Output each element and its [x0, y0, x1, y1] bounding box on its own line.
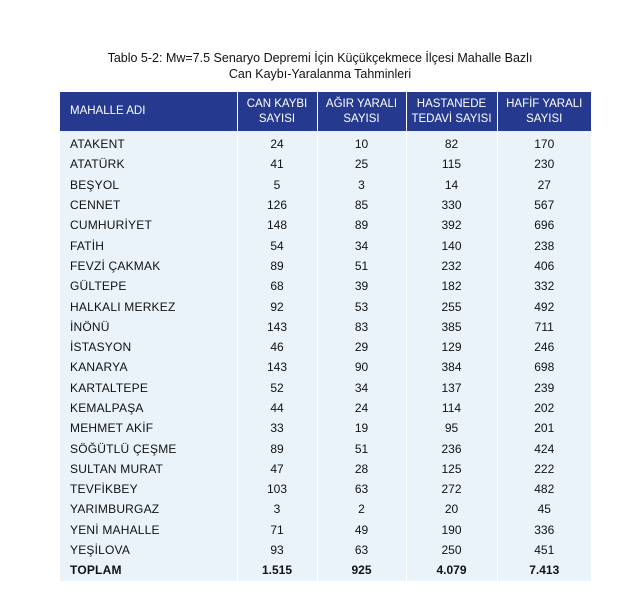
table-cell: 250	[406, 540, 497, 560]
table-cell: 148	[237, 215, 317, 235]
table-cell: 45	[497, 499, 591, 519]
table-row	[60, 357, 591, 377]
column-header-line: HAFİF YARALI	[506, 97, 583, 110]
table-cell: 47	[237, 459, 317, 479]
table-row	[60, 520, 591, 540]
table-cell: 19	[317, 418, 406, 438]
neighborhood-name: SÖĞÜTLÜ ÇEŞME	[60, 438, 237, 458]
table-cell: 68	[237, 276, 317, 296]
table-row	[60, 499, 591, 519]
caption-line-2: Can Kaybı-Yaralanma Tahminleri	[228, 67, 412, 81]
table-cell: 246	[497, 337, 591, 357]
neighborhood-name: CENNET	[60, 195, 237, 215]
neighborhood-name: HALKALI MERKEZ	[60, 296, 237, 316]
table-cell: 170	[497, 131, 591, 154]
table-row	[60, 337, 591, 357]
table-cell: 202	[497, 398, 591, 418]
table-row	[60, 398, 591, 418]
table-cell: 92	[237, 296, 317, 316]
table-cell: 20	[406, 499, 497, 519]
table-cell: 95	[406, 418, 497, 438]
table-row	[60, 296, 591, 316]
table-cell: 567	[497, 195, 591, 215]
total-row	[60, 560, 591, 580]
table-row	[60, 195, 591, 215]
table-cell: 2	[317, 499, 406, 519]
table-cell: 129	[406, 337, 497, 357]
column-header-line: AĞIR YARALI	[325, 97, 398, 110]
column-header	[406, 92, 497, 131]
table-row	[60, 276, 591, 296]
table-cell: 115	[406, 154, 497, 174]
table-row	[60, 378, 591, 398]
table-cell: 7.413	[497, 560, 591, 580]
table-row	[60, 175, 591, 195]
table-cell: 24	[237, 131, 317, 154]
table-cell: 238	[497, 235, 591, 255]
table-cell: 1.515	[237, 560, 317, 580]
neighborhood-name: FEVZİ ÇAKMAK	[60, 256, 237, 276]
table-cell: 236	[406, 438, 497, 458]
table-cell: 232	[406, 256, 497, 276]
table-cell: 44	[237, 398, 317, 418]
table-cell: 85	[317, 195, 406, 215]
table-cell: 925	[317, 560, 406, 580]
table-cell: 222	[497, 459, 591, 479]
table-row	[60, 215, 591, 235]
table-cell: 89	[237, 438, 317, 458]
column-header	[237, 92, 317, 131]
table-cell: 34	[317, 235, 406, 255]
neighborhood-name: KEMALPAŞA	[60, 398, 237, 418]
table-cell: 451	[497, 540, 591, 560]
table-row	[60, 479, 591, 499]
table-row	[60, 438, 591, 458]
table-cell: 190	[406, 520, 497, 540]
table-cell: 83	[317, 317, 406, 337]
neighborhood-name: İSTASYON	[60, 337, 237, 357]
table-cell: 4.079	[406, 560, 497, 580]
table-cell: 25	[317, 154, 406, 174]
column-header-line: SAYISI	[343, 112, 380, 125]
table-cell: 89	[317, 215, 406, 235]
column-header	[497, 92, 591, 131]
table-cell: 41	[237, 154, 317, 174]
table-cell: 53	[317, 296, 406, 316]
caption-line-1: Tablo 5-2: Mw=7.5 Senaryo Depremi İçin Küçükçekmece İlçesi Mahalle Bazlı	[107, 51, 533, 65]
table-cell: 696	[497, 215, 591, 235]
header-row	[60, 92, 591, 131]
table-row	[60, 317, 591, 337]
table-cell: 46	[237, 337, 317, 357]
table-cell: 51	[317, 256, 406, 276]
table-cell: 424	[497, 438, 591, 458]
table-cell: 125	[406, 459, 497, 479]
table-cell: 71	[237, 520, 317, 540]
table-cell: 39	[317, 276, 406, 296]
neighborhood-name: TOPLAM	[60, 560, 237, 580]
table-cell: 90	[317, 357, 406, 377]
table-cell: 336	[497, 520, 591, 540]
neighborhood-name: ATAKENT	[60, 131, 237, 154]
table-cell: 201	[497, 418, 591, 438]
table-cell: 137	[406, 378, 497, 398]
table-cell: 10	[317, 131, 406, 154]
table-cell: 3	[317, 175, 406, 195]
table-cell: 239	[497, 378, 591, 398]
neighborhood-name: YEŞİLOVA	[60, 540, 237, 560]
table-row	[60, 418, 591, 438]
neighborhood-name: YARIMBURGAZ	[60, 499, 237, 519]
column-header-line: CAN KAYBI	[246, 97, 308, 110]
table-cell: 143	[237, 317, 317, 337]
table-row	[60, 154, 591, 174]
column-header-line: SAYISI	[258, 112, 296, 125]
table-cell: 103	[237, 479, 317, 499]
neighborhood-name: KANARYA	[60, 357, 237, 377]
neighborhood-name: SULTAN MURAT	[60, 459, 237, 479]
table-cell: 272	[406, 479, 497, 499]
table-cell: 54	[237, 235, 317, 255]
table-body	[60, 131, 591, 581]
table-cell: 29	[317, 337, 406, 357]
neighborhood-name: ATATÜRK	[60, 154, 237, 174]
table-cell: 384	[406, 357, 497, 377]
table-cell: 711	[497, 317, 591, 337]
table-cell: 255	[406, 296, 497, 316]
column-header-line: HASTANEDE	[416, 97, 487, 110]
table-cell: 24	[317, 398, 406, 418]
table-cell: 89	[237, 256, 317, 276]
table-cell: 34	[317, 378, 406, 398]
table-cell: 14	[406, 175, 497, 195]
table-cell: 63	[317, 479, 406, 499]
table-cell: 126	[237, 195, 317, 215]
table-cell: 93	[237, 540, 317, 560]
column-header-line: MAHALLE ADI	[70, 105, 146, 117]
table-cell: 5	[237, 175, 317, 195]
table-cell: 230	[497, 154, 591, 174]
table-cell: 492	[497, 296, 591, 316]
table-cell: 332	[497, 276, 591, 296]
column-header-line: SAYISI	[526, 112, 563, 125]
neighborhood-name: GÜLTEPE	[60, 276, 237, 296]
table-cell: 182	[406, 276, 497, 296]
neighborhood-name: MEHMET AKİF	[60, 418, 237, 438]
table-cell: 406	[497, 256, 591, 276]
neighborhood-name: YENİ MAHALLE	[60, 520, 237, 540]
neighborhood-name: İNÖNÜ	[60, 317, 237, 337]
table-cell: 698	[497, 357, 591, 377]
table-row	[60, 459, 591, 479]
table-cell: 27	[497, 175, 591, 195]
neighborhood-name: CUMHURİYET	[60, 215, 237, 235]
table-cell: 114	[406, 398, 497, 418]
table-cell: 330	[406, 195, 497, 215]
table-cell: 392	[406, 215, 497, 235]
table-cell: 82	[406, 131, 497, 154]
neighborhood-name: BEŞYOL	[60, 175, 237, 195]
neighborhood-name: FATİH	[60, 235, 237, 255]
table-cell: 482	[497, 479, 591, 499]
column-header-line: TEDAVİ SAYISI	[411, 112, 492, 125]
table-cell: 28	[317, 459, 406, 479]
table-cell: 63	[317, 540, 406, 560]
table-cell: 33	[237, 418, 317, 438]
table-cell: 143	[237, 357, 317, 377]
table-row	[60, 256, 591, 276]
table-cell: 49	[317, 520, 406, 540]
table-cell: 3	[237, 499, 317, 519]
table-cell: 140	[406, 235, 497, 255]
table-row	[60, 131, 591, 154]
table-row	[60, 540, 591, 560]
casualty-table	[60, 92, 591, 581]
neighborhood-name: TEVFİKBEY	[60, 479, 237, 499]
neighborhood-name: KARTALTEPE	[60, 378, 237, 398]
table-cell: 52	[237, 378, 317, 398]
column-header	[60, 92, 237, 131]
table-caption	[40, 50, 600, 82]
table-cell: 51	[317, 438, 406, 458]
table-row	[60, 235, 591, 255]
column-header	[317, 92, 406, 131]
table-cell: 385	[406, 317, 497, 337]
table-header	[60, 92, 591, 131]
